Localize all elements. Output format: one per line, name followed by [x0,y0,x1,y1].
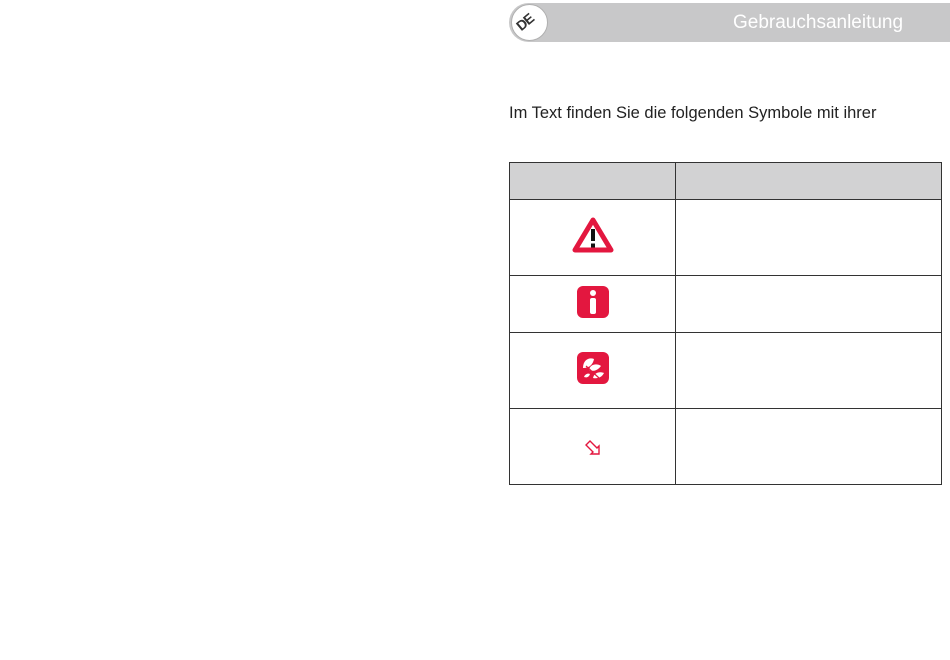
description-cell [676,333,942,409]
table-header-description [676,163,942,200]
table-row [510,200,942,276]
intro-text: Im Text finden Sie die folgenden Symbole mit ihrer [509,104,877,122]
table-row [510,409,942,485]
environment-leaves-icon [576,351,610,385]
symbol-cell [510,276,676,333]
description-cell [676,276,942,333]
symbol-cell [510,333,676,409]
table-header-row [510,163,942,200]
table-row [510,276,942,333]
table-header-symbol [510,163,676,200]
page-title: Gebrauchsanleitung [733,12,904,33]
arrow-down-right-icon [582,429,604,459]
symbol-cell [510,200,676,276]
info-icon [576,285,610,319]
symbol-table [509,162,942,485]
warning-triangle-icon [572,217,614,253]
description-cell [676,409,942,485]
language-badge-label: DE [512,10,537,34]
symbol-cell [510,409,676,485]
description-cell [676,200,942,276]
table-row [510,333,942,409]
language-badge [511,4,548,41]
